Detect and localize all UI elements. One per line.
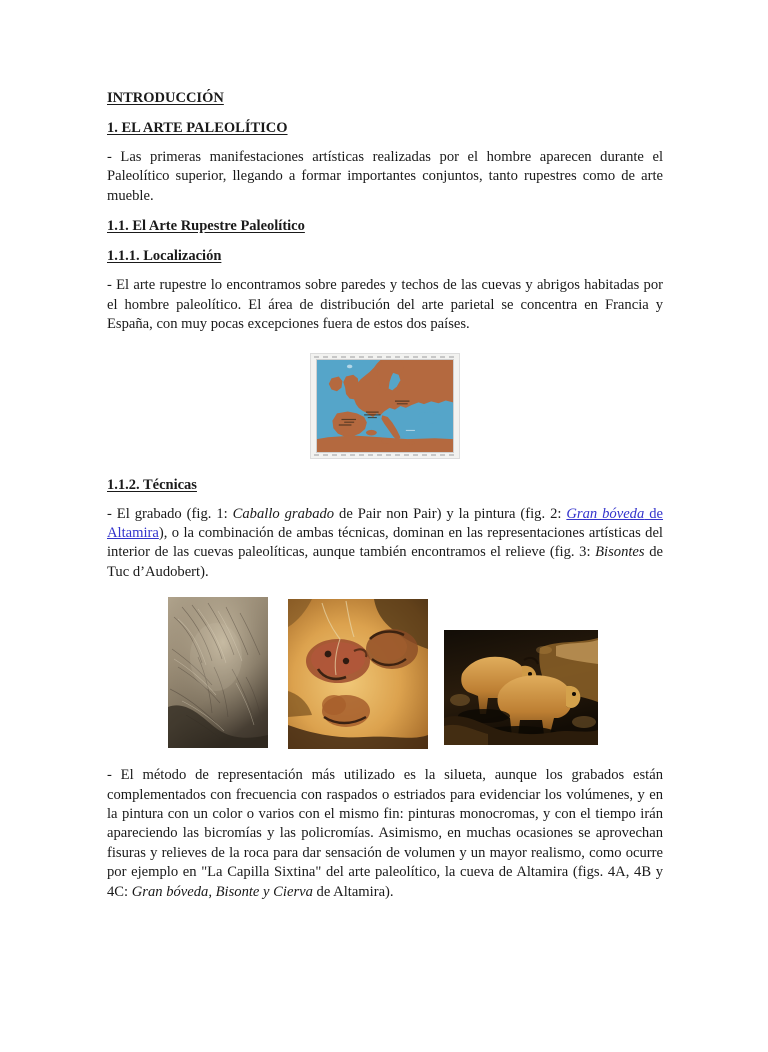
tecnicas-text-4: de Tuc d’Audobert). [107,544,663,580]
metodo-text-2: de Altamira). [312,883,394,900]
paragraph-metodo-representacion [107,766,663,902]
figure-row-tecnicas [107,594,663,754]
paragraph-tecnicas [107,505,663,583]
tecnicas-text-3: ), o la combinación de ambas técnicas, dominan en las representaciones artísticas del interior de las cuevas paleolíticas, aunque también encontramos el relieve (fig. 3: [107,524,663,561]
metodo-italic-obras-altamira: Gran bóveda, Bisonte y Cierva [131,883,313,900]
heading-1-1-2-text: 1.1.2. Técnicas [107,476,197,493]
metodo-text-1: - El método de representación más utilizado es la silueta, aunque los grabados están complementados con frecuencia con raspados o estriados para evidenciar los volúmenes, y en la pintura con un color o varios con el mismo fin: pinturas monocromas, y con el tiempo irán apareciendo las bicromías y las policromías. Asimismo, en muchas ocasiones se aprovechan fisuras y relieves de la roca para dar sensación de volumen y un mayor realismo, como ocurre por ejemplo en "La Capilla Sixtina" del arte paleolítico, la cueva de Altamira (figs. 4A, 4B y 4C: [107,767,663,900]
heading-1-arte-paleolitico [107,118,663,139]
map-frame [310,353,460,459]
page-bottom-whitespace [107,912,663,1052]
heading-1-text: 1. EL ARTE PALEOLÍTICO [107,120,288,137]
figure-gran-boveda-altamira [288,599,428,749]
paragraph-introduccion: - Las primeras manifestaciones artísticas realizadas por el hombre aparecen durante el Paleolítico superior, llegando a formar importantes conjuntos, tanto rupestres como de arte mueble. [107,149,663,204]
tecnicas-text-2: de Pair non Pair) y la pintura (fig. 2: [334,505,567,522]
tecnicas-text-1: - El grabado (fig. 1: [107,505,233,522]
map-of-europe-image [316,359,454,453]
heading-1-1-1-localizacion [107,246,663,267]
link-gran-boveda-altamira-plain[interactable]: de Altamira [107,505,664,541]
heading-introduccion-text: INTRODUCCIÓN [107,90,224,106]
link-gran-boveda-altamira-italic[interactable]: Gran bóveda [566,505,645,522]
document-content [107,88,663,1052]
figure-caballo-grabado-pair-non-pair [168,597,268,748]
heading-introduccion [107,88,663,109]
heading-1-1-2-tecnicas [107,475,663,496]
heading-1-1-text: 1.1. El Arte Rupestre Paleolítico [107,218,305,235]
paragraph-localizacion: - El arte rupestre lo encontramos sobre paredes y techos de las cuevas y abrigos habitadas por el hombre paleolítico. El área de distribución del arte parietal se concentra en Francia y España, con muy pocas excepciones fuera de estos dos países. [107,277,663,333]
heading-1-1-1-text: 1.1.1. Localización [107,248,222,265]
tecnicas-italic-caballo-grabado: Caballo grabado [232,505,335,522]
figure-bisontes-tuc-daudobert [444,630,598,745]
figure-map-europe-wrapper [107,353,663,459]
tecnicas-italic-bisontes: Bisontes [595,544,645,561]
heading-1-1-arte-rupestre [107,216,663,237]
